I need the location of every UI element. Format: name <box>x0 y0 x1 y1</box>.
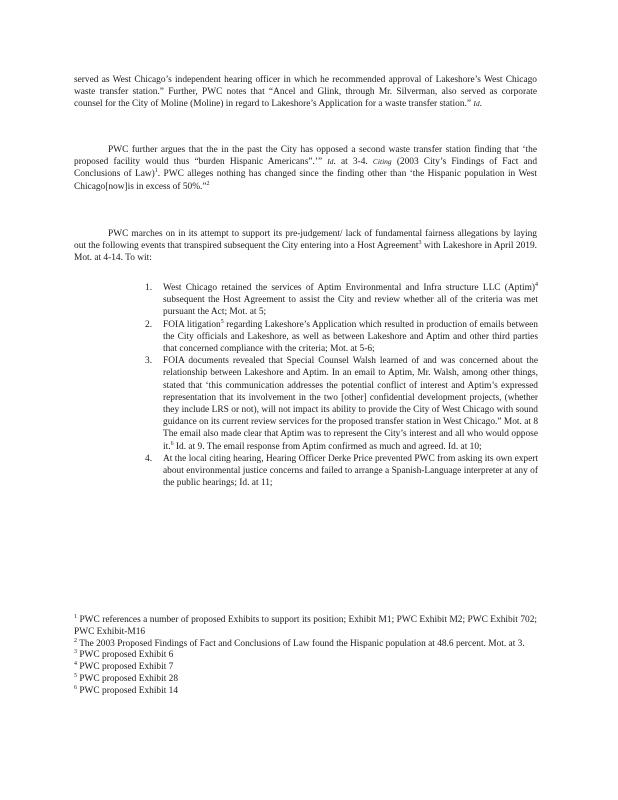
footnote <box>74 650 537 662</box>
footnote-text: The 2003 Proposed Findings of Fact and Conclusions of Law found the Hispanic population at 48.6 percent. Mot. at 3. <box>79 638 525 649</box>
footnote-number: 3 <box>74 649 77 656</box>
citation-id: Id <box>473 99 480 109</box>
footnote-ref: 3 <box>418 240 422 247</box>
citation-citing: Citing <box>372 157 392 167</box>
citation-id: Id <box>327 157 334 167</box>
footnote-number: 2 <box>74 637 77 644</box>
list-number: 3. <box>145 356 153 367</box>
paragraph-text: . PWC alleges nothing has changed since the finding other than ‘the Hispanic population in West Chicago[now]is in excess of 50%.” <box>74 169 537 192</box>
paragraph-city-opposition <box>74 144 537 193</box>
footnote-text: PWC proposed Exhibit 7 <box>79 662 174 673</box>
footnote-ref: 4 <box>535 282 538 288</box>
list-number: 4. <box>145 453 153 464</box>
paragraph-text: . at 3-4. <box>333 157 368 168</box>
footnote <box>74 615 537 639</box>
list-text: Id. at 9. The email response from Aptim confirmed as much and agreed. Id. at 10; <box>175 441 482 452</box>
paragraph-text: with Lakeshore in April 2019. Mot. at 4-14. To wit: <box>74 241 538 264</box>
footnote <box>74 662 537 674</box>
footnote-number: 6 <box>74 684 77 691</box>
footnote-text: PWC proposed Exhibit 6 <box>79 650 174 661</box>
footnote-text: PWC proposed Exhibit 14 <box>79 685 179 696</box>
list-number: 1. <box>145 283 153 293</box>
list-item <box>145 282 538 319</box>
list-text: FOIA documents revealed that Special Counsel Walsh learned of and was concerned about the relationship between Lakeshore and Aptim. In an email to Aptim, Mr. Walsh, among other things, stated that ‘this communication addresses the potential conflict of interest and Aptim’s expressed representation that its involvement in the two [other] confidential development projects, (whether they include LRS or not), will not impact its ability to provide the City of West Chicago with sound guidance on its current review services for the proposed transfer station in West Chicago.” Mot. at 8 The email also made clear that Aptim was to represent the City’s interest and all who would oppose it. <box>163 356 539 452</box>
footnote-text: PWC proposed Exhibit 28 <box>79 673 179 684</box>
footnote <box>74 674 537 686</box>
footnotes <box>74 615 537 698</box>
footnote-number: 1 <box>74 614 77 620</box>
footnote-number: 4 <box>74 661 77 668</box>
list-text: regarding Lakeshore’s Application which resulted in production of emails between the City officials and Lakeshore, as well as between Lakeshore and Aptim and other third parties that concerned compliance with the criteria; Mot. at 5-6; <box>163 319 538 355</box>
footnote-ref: 2 <box>206 180 210 187</box>
list-text: West Chicago retained the services of Aptim Environmental and Infra structure LLC (Aptim) <box>163 283 535 293</box>
list-text: FOIA litigation <box>163 319 221 330</box>
list-text: subsequent the Host Agreement to assist the City and review whether all of the criteria was met pursuant the Act; Mot. at 5; <box>163 295 538 318</box>
list-item <box>145 355 538 453</box>
footnote-ref: 1 <box>154 168 158 175</box>
paragraph-text: . <box>479 99 482 110</box>
list-text: Id. at 11; <box>239 478 273 489</box>
footnote-ref: 5 <box>220 318 224 325</box>
footnote <box>74 639 537 651</box>
list-number: 2. <box>145 319 153 330</box>
footnote <box>74 686 537 698</box>
list-item <box>145 319 538 356</box>
footnote-number: 5 <box>74 672 77 679</box>
events-list <box>145 282 538 489</box>
paragraph-text: (2003 City’s Findings of Fact and Conclusions of Law) <box>74 157 538 180</box>
paragraph-text: PWC marches on in its attempt to support its pre-judgement/ lack of fundamental fairness allegations by laying out the following events that transpired subsequent the City entering into a Host Agreement <box>74 229 537 252</box>
paragraph-text: PWC further argues that the in the past the City has opposed a second waste transfer station finding that ‘the proposed facility would thus “burden Hispanic Americans”.’” <box>74 145 537 168</box>
paragraph-continued <box>74 74 537 111</box>
paragraph-text: served as West Chicago’s independent hearing officer in which he recommended approval of Lakeshore’s West Chicago waste transfer station.” Further, PWC notes that “Ancel and Glink, through Mr. Silverman, also served as corporate counsel for the City of Moline (Moline) in regard to Lakeshore’s Application for a waste transfer station.” <box>74 75 537 110</box>
list-item <box>145 453 538 490</box>
list-text: At the local citing hearing, Hearing Officer Derke Price prevented PWC from asking its own expert about environmental justice concerns and failed to arrange a Spanish-Language interpreter at any of the public hearings; <box>163 453 538 489</box>
paragraph-events-intro <box>74 228 537 265</box>
footnote-ref: 6 <box>170 440 174 447</box>
footnote-text: PWC references a number of proposed Exhibits to support its position; Exhibit M1; PWC Exhibit M2; PWC Exhibit 702; PWC Exhibit-M16 <box>74 615 537 637</box>
